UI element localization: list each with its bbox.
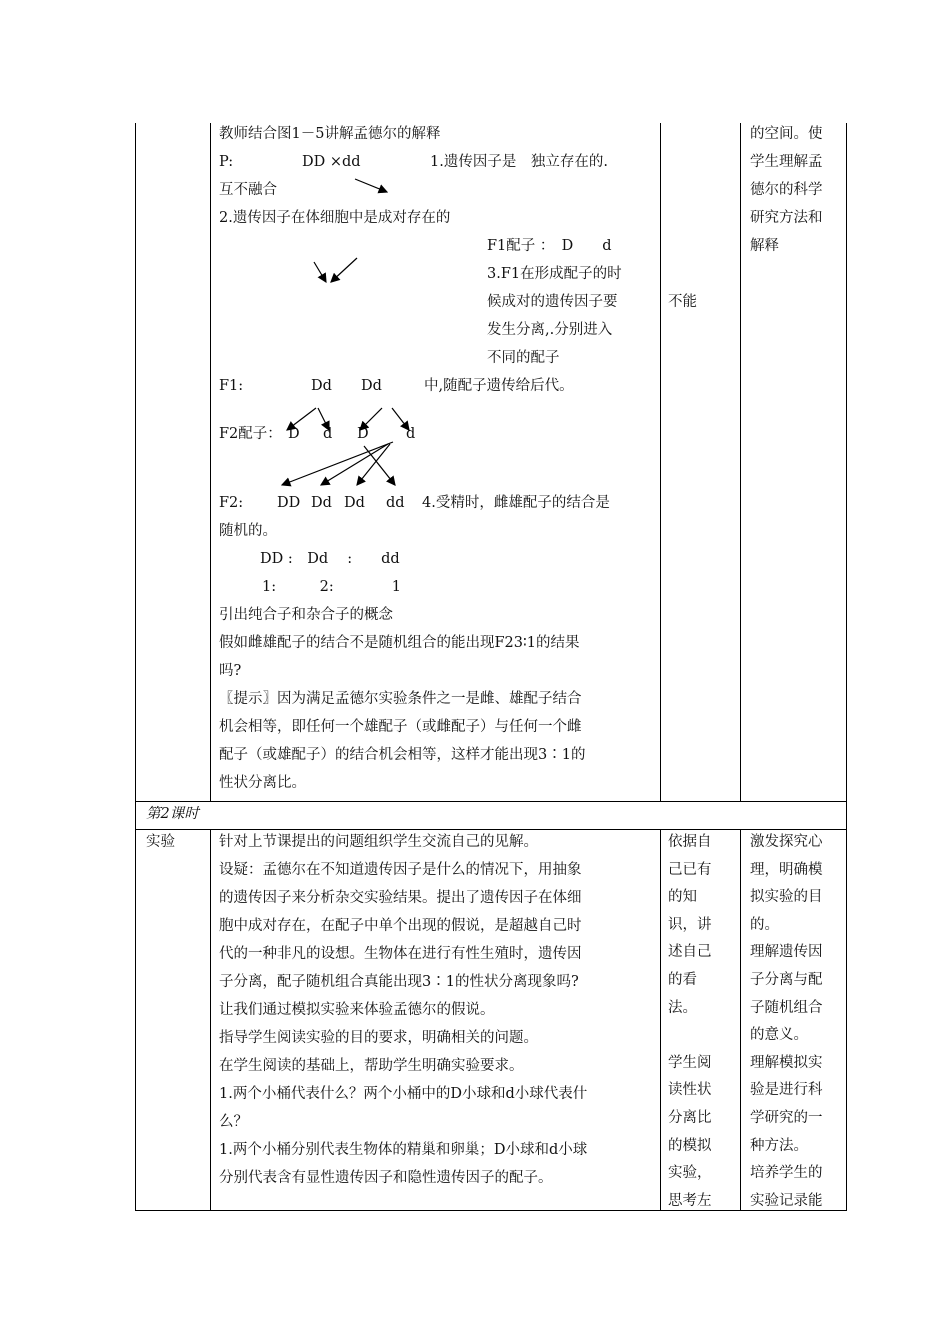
question-line2: 吗? xyxy=(219,663,242,679)
point1-line2: 互不融合 xyxy=(219,182,277,198)
question-line1: 假如雌雄配子的结合不是随机组合的能出现F23∶1的结果 xyxy=(219,635,580,651)
point4-line1: 4.受精时，雌雄配子的结合是 xyxy=(422,495,610,511)
point1-line1: 1.遗传因子是 独立存在的. xyxy=(430,154,608,170)
ratio-numbers: 1: 2: 1 xyxy=(262,579,401,595)
point3-line1: 3.F1在形成配子的时 xyxy=(487,266,622,282)
section2-col2-line: 子分离，配子随机组合真能出现3∶1的性状分离现象吗? xyxy=(219,974,579,990)
section1-col4-line: 学生理解孟 xyxy=(750,154,823,170)
arrow-left-to-f1 xyxy=(314,262,326,282)
f2-genotype-3: Dd xyxy=(344,495,365,511)
section2-col3-line: 读性状 xyxy=(668,1082,712,1099)
hint-line4: 性状分离比。 xyxy=(219,775,306,791)
f2-genotype-4: dd xyxy=(386,495,405,511)
point3-line2: 候成对的遗传因子要 xyxy=(487,294,618,310)
section2-col4-line: 种方法。 xyxy=(750,1137,808,1154)
section2-col3-line: 实验， xyxy=(668,1165,712,1182)
f1-gametes: F1配子 ： D d xyxy=(487,238,612,254)
section2-col2-line: 么？ xyxy=(219,1114,248,1130)
f2-gametes-label: F2配子： xyxy=(219,426,282,442)
section2-col2-line: 代的一种非凡的设想。生物体在进行有性生殖时，遗传因 xyxy=(219,946,582,962)
section2-col2-line: 指导学生阅读实验的目的要求，明确相关的问题。 xyxy=(219,1030,538,1046)
section2-col2-line: 分别代表含有显性遗传因子和隐性遗传因子的配子。 xyxy=(219,1170,553,1186)
section2-col4-line: 培养学生的 xyxy=(750,1165,823,1182)
arrow-f1a-to-g2 xyxy=(318,408,329,430)
section2-col3-line: 的看 xyxy=(668,972,697,988)
point4-line2: 随机的。 xyxy=(219,523,277,539)
concept-line: 引出纯合子和杂合子的概念 xyxy=(219,607,393,623)
section2-col4-line: 理解模拟实 xyxy=(750,1054,823,1071)
section2-col3-line: 的模拟 xyxy=(668,1137,712,1154)
section2-col2-line: 在学生阅读的基础上，帮助学生明确实验要求。 xyxy=(219,1058,524,1074)
arrow-p-to-gamete xyxy=(355,179,387,192)
gamete-1: D xyxy=(288,426,300,442)
section2-col3-line: 依据自 xyxy=(668,834,712,850)
f1-genotype-2: Dd xyxy=(361,378,382,394)
section2-col4-line: 理解遗传因 xyxy=(750,944,823,961)
lesson-2-label: 第2课时 xyxy=(146,806,199,822)
hint-line2: 机会相等，即任何一个雄配子（或雌配子）与任何一个雌 xyxy=(219,719,582,735)
arrow-right-to-f1 xyxy=(331,258,357,282)
hint-line3: 配子（或雄配子）的结合机会相等，这样才能出现3∶1的 xyxy=(219,747,586,763)
point2: 2.遗传因子在体细胞中是成对存在的 xyxy=(219,210,451,226)
section2-col2-line: 让我们通过模拟实验来体验孟德尔的假说。 xyxy=(219,1002,495,1018)
hint-line1: 〖提示〗因为满足孟德尔实验条件之一是雌、雄配子结合 xyxy=(219,691,582,707)
section2-col3-line: 思考左 xyxy=(668,1192,712,1209)
section2-col3-line: 法。 xyxy=(668,999,697,1016)
gamete-2: d xyxy=(323,426,333,442)
section2-col4-line: 激发探究心 xyxy=(750,834,823,850)
p-cross: DD ×dd xyxy=(302,154,361,170)
section2-col4-line: 理，明确模 xyxy=(750,861,823,878)
p-label: P: xyxy=(219,154,234,170)
section2-col4-line: 学研究的一 xyxy=(750,1110,823,1126)
point3-line4: 不同的配子 xyxy=(487,350,560,366)
section2-col3-line: 的知 xyxy=(668,889,697,906)
gamete-3: D xyxy=(357,426,369,442)
section2-col4-line: 实验记录能 xyxy=(750,1192,823,1209)
section2-col2-line: 1.两个小桶分别代表生物体的精巢和卵巢；D小球和d小球 xyxy=(219,1142,588,1158)
section1-col4-line: 解释 xyxy=(750,238,779,254)
arrow-gamete-to-f2-4 xyxy=(364,446,395,485)
section1-intro: 教师结合图1－5讲解孟德尔的解释 xyxy=(219,126,441,142)
arrow-f1a-to-g1 xyxy=(287,408,316,430)
section2-col3-line: 识，讲 xyxy=(668,916,712,933)
section2-col4-line: 的。 xyxy=(750,916,779,933)
gamete-4: d xyxy=(406,426,416,442)
section2-col3-line: 学生阅 xyxy=(668,1054,712,1071)
f2-genotype-2: Dd xyxy=(311,495,332,511)
section1-col4-line: 研究方法和 xyxy=(750,210,823,226)
section2-col3-line: 述自己 xyxy=(668,944,712,961)
section2-col4-line: 子分离与配 xyxy=(750,972,823,988)
section2-col2-line: 的遗传因子来分析杂交实验结果。提出了遗传因子在体细 xyxy=(219,890,582,906)
genotype-ratio: DD : Dd : dd xyxy=(260,551,400,567)
arrow-f1b-to-g3 xyxy=(360,408,382,430)
section2-col2-line: 胞中成对存在，在配子中单个出现的假说，是超越自己时 xyxy=(219,918,582,934)
f1-tail: 中,随配子遗传给后代。 xyxy=(424,378,574,394)
section2-col4-line: 子随机组合 xyxy=(750,999,823,1016)
section2-col4-line: 拟实验的目 xyxy=(750,889,823,906)
point3-line3: 发生分离,.分别进入 xyxy=(487,322,613,338)
f2-label: F2: xyxy=(219,495,244,511)
section1-col4-line: 的空间。使 xyxy=(750,126,823,142)
section2-col4-line: 的意义。 xyxy=(750,1027,808,1044)
f1-genotype-1: Dd xyxy=(311,378,332,394)
section2-col4-line: 验是进行科 xyxy=(750,1082,823,1099)
section2-col3-line: 分离比 xyxy=(668,1110,712,1126)
section2-col2-line: 针对上节课提出的问题组织学生交流自己的见解。 xyxy=(219,834,538,850)
section1-col3-text: 不能 xyxy=(668,294,697,310)
section2-col1-label: 实验 xyxy=(146,834,175,850)
f2-genotype-1: DD xyxy=(277,495,301,511)
section2-col2-line: 设疑：孟德尔在不知道遗传因子是什么的情况下，用抽象 xyxy=(219,862,582,878)
section2-col3-line: 己已有 xyxy=(668,861,712,878)
section1-col4-line: 德尔的科学 xyxy=(750,182,823,198)
arrow-gamete-to-f2-1 xyxy=(282,442,393,485)
f1-label: F1: xyxy=(219,378,244,394)
section2-col2-line: 1.两个小桶代表什么？两个小桶中的D小球和d小球代表什 xyxy=(219,1086,588,1102)
arrow-f1b-to-g4 xyxy=(392,408,409,430)
